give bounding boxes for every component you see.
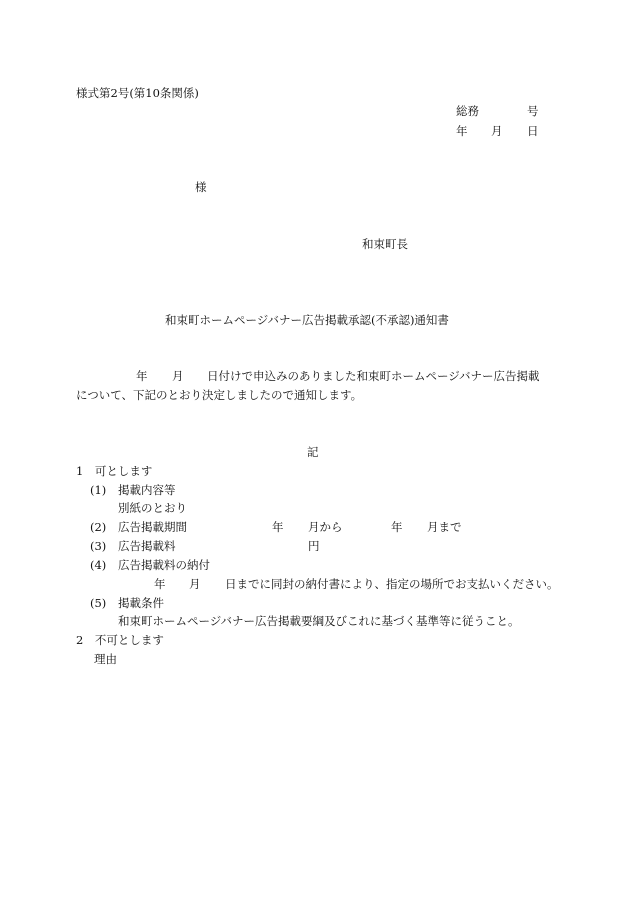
item3-unit: 円 xyxy=(308,539,320,553)
item3-num: (3) xyxy=(90,539,107,553)
ki-heading: 記 xyxy=(307,445,319,459)
item4-month: 月 xyxy=(189,577,201,591)
section1-heading: 1 可とします xyxy=(76,464,153,478)
number-suffix: 号 xyxy=(527,104,539,118)
item4-detail: 日までに同封の納付書により、指定の場所でお支払いください。 xyxy=(225,577,559,591)
date-month: 月 xyxy=(491,124,503,138)
dept-label: 総務 xyxy=(456,104,479,118)
item5-detail: 和束町ホームページバナー広告掲載要綱及びこれに基づく基準等に従うこと。 xyxy=(118,614,520,628)
item1-detail: 別紙のとおり xyxy=(118,501,187,515)
item5-label: 掲載条件 xyxy=(118,596,164,610)
item2-year1: 年 xyxy=(272,520,284,534)
document-title: 和束町ホームページバナー広告掲載承認(不承認)通知書 xyxy=(165,313,449,327)
item5-num: (5) xyxy=(90,596,107,610)
date-year: 年 xyxy=(456,124,468,138)
item2-year2: 年 xyxy=(391,520,403,534)
item3-label: 広告掲載料 xyxy=(118,539,176,553)
item2-from: 月から xyxy=(308,520,343,534)
date-day: 日 xyxy=(527,124,539,138)
item2-label: 広告掲載期間 xyxy=(118,520,187,534)
reason-label: 理由 xyxy=(94,652,117,666)
body-year: 年 xyxy=(136,369,148,383)
item2-to: 月まで xyxy=(427,520,462,534)
body-month: 月 xyxy=(172,369,184,383)
item1-label: 掲載内容等 xyxy=(118,483,176,497)
addressee-suffix: 様 xyxy=(195,180,207,194)
section2-heading: 2 不可とします xyxy=(76,633,164,647)
item4-label: 広告掲載料の納付 xyxy=(118,558,210,572)
item2-num: (2) xyxy=(90,520,107,534)
issuer: 和束町長 xyxy=(362,237,408,251)
body-line2: について、下記のとおり決定しましたので通知します。 xyxy=(76,388,363,402)
item4-year: 年 xyxy=(154,577,166,591)
item1-num: (1) xyxy=(90,483,107,497)
form-label: 様式第2号(第10条関係) xyxy=(76,86,199,100)
item4-num: (4) xyxy=(90,558,107,572)
body-line1: 日付けで申込みのありました和束町ホームページバナー広告掲載 xyxy=(207,369,540,383)
